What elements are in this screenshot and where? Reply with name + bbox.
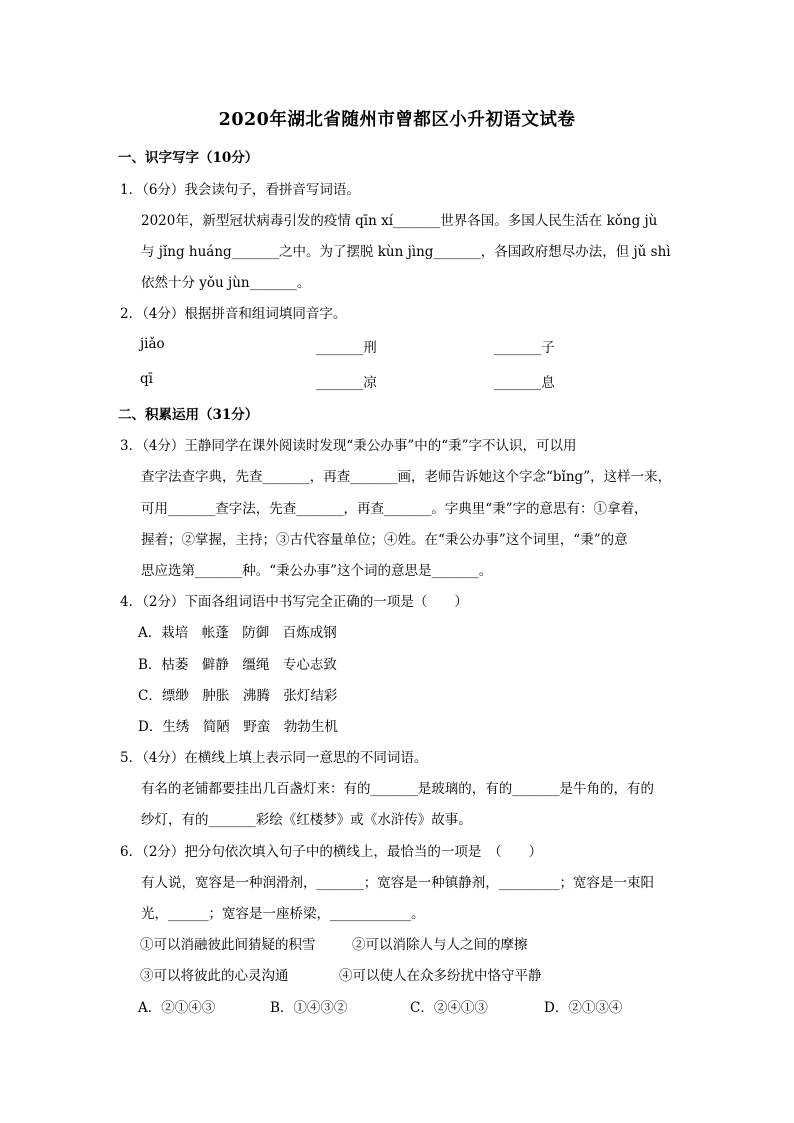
question-4-option-b: B．枯萎 僻静 缰绳 专心志致 bbox=[138, 657, 337, 673]
question-4-option-c: C．缥缈 肿胀 沸腾 张灯结彩 bbox=[138, 688, 338, 704]
question-5-line-1: 有名的老铺都要挂出几百盏灯来：有的_______是玻璃的，有的_______是牛角的，有的 bbox=[141, 781, 654, 797]
section-heading-1: 一、识字写字（10分） bbox=[118, 150, 259, 166]
question-2-stem: 2．（4分）根据拼音和组词填同音字。 bbox=[120, 306, 347, 322]
pinyin-label: qī bbox=[140, 371, 153, 387]
question-3-line-3: 可用_______查字法，先查_______，再查_______。字典里“秉”字的意思有：①拿着， bbox=[141, 501, 648, 517]
blank-item: _______刑 bbox=[316, 340, 377, 356]
question-6-stem: 6．（2分）把分句依次填入句子中的横线上，最恰当的一项是 （ ） bbox=[120, 844, 543, 860]
question-5-stem: 5．（4分）在横线上填上表示同一意思的不同词语。 bbox=[120, 750, 428, 766]
question-6-option-d: D．②①③④ bbox=[544, 1000, 623, 1016]
question-3-line-1: 3．（4分）王静同学在课外阅读时发现“秉公办事”中的“秉”字不认识，可以用 bbox=[120, 438, 577, 454]
question-1-stem: 1．（6分）我会读句子，看拼音写词语。 bbox=[120, 182, 360, 198]
question-6-line-1: 有人说，宽容是一种润滑剂，_______；宽容是一种镇静剂，_________；宽容是一束阳 bbox=[141, 875, 654, 891]
question-4-stem: 4．（2分）下面各组词语中书写完全正确的一项是（ ） bbox=[120, 594, 468, 610]
question-3-line-4: 握着；②掌握，主持；③古代容量单位；④姓。在“秉公办事”这个词里，“秉”的意 bbox=[141, 532, 628, 548]
section-heading-2: 二、积累运用（31分） bbox=[118, 407, 259, 423]
clause-choice: ③可以将彼此的心灵沟通 bbox=[140, 968, 289, 984]
blank-item: _______子 bbox=[494, 340, 555, 356]
pinyin-label: jiǎo bbox=[140, 336, 165, 352]
question-6-option-b: B．①④③② bbox=[270, 1000, 348, 1016]
question-6-line-2: 光，______；宽容是一座桥梁，____________。 bbox=[141, 906, 425, 922]
question-4-option-d: D．生绣 简陋 野蛮 勃勃生机 bbox=[138, 719, 338, 735]
question-3-line-2: 查字法查字典，先查_______，再查_______画，老师告诉她这个字念“bǐng”，这样一来， bbox=[141, 469, 672, 485]
clause-choice: ④可以使人在众多纷扰中恪守平静 bbox=[339, 968, 542, 984]
question-1-line-3: 依然十分 yǒu jùn_______。 bbox=[141, 275, 311, 291]
blank-item: _______凉 bbox=[316, 375, 377, 391]
question-3-line-5: 思应选第_______种。“秉公办事”这个词的意思是_______。 bbox=[141, 563, 493, 579]
question-4-option-a: A．栽培 帐蓬 防御 百炼成钢 bbox=[138, 625, 337, 641]
question-1-line-1: 2020年，新型冠状病毒引发的疫情 qīn xí_______世界各国。多国人民生活在 kǒng jù bbox=[141, 213, 658, 229]
clause-choice: ②可以消除人与人之间的摩擦 bbox=[352, 937, 528, 953]
question-1-line-2: 与 jǐng huáng_______之中。为了摆脱 kùn jìng_______，各国政府想尽办法，但 jǔ shì bbox=[141, 244, 671, 260]
question-6-option-a: A．②①④③ bbox=[138, 1000, 216, 1016]
question-5-line-2: 纱灯，有的_______彩绘《红楼梦》或《水浒传》故事。 bbox=[141, 812, 472, 828]
page-title: 2020年湖北省随州市曾都区小升初语文试卷 bbox=[218, 110, 576, 130]
clause-choice: ①可以消融彼此间猜疑的积雪 bbox=[140, 937, 316, 953]
blank-item: _______息 bbox=[494, 375, 555, 391]
question-6-option-c: C．②④①③ bbox=[410, 1000, 488, 1016]
